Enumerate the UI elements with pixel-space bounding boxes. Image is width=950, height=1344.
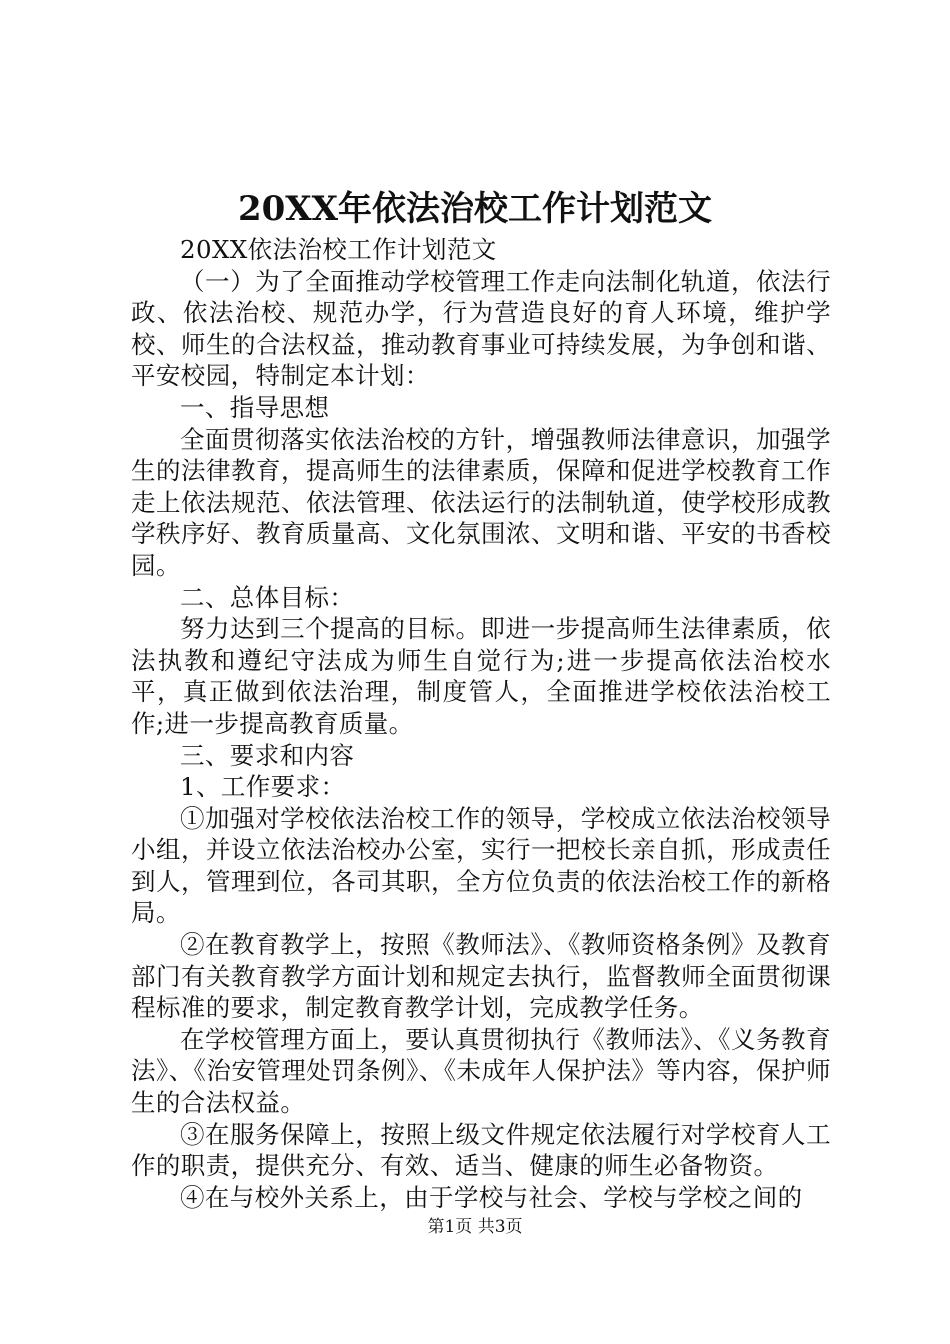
paragraph-subtitle: 20XX依法治校工作计划范文 (180, 235, 497, 264)
paragraph-overall-goal: 努力达到三个提高的目标。即进一步提高师生法律素质，依法执教和遵纪守法成为师生自觉行为;进一步提高依法治校水平，真正做到依法治理，制度管人，全面推进学校依法治校工作;进一步提高教育质量。 (131, 614, 831, 738)
page-footer: 第1页 共3页 (427, 1217, 523, 1237)
paragraph-item-1: ①加强对学校依法治校工作的领导，学校成立依法治校领导小组，并设立依法治校办公室，实行一把校长亲自抓，形成责任到人，管理到位，各司其职，全方位负责的依法治校工作的新格局。 (131, 803, 831, 928)
paragraph-guiding-thought: 全面贯彻落实依法治校的方针，增强教师法律意识，加强学生的法律教育，提高师生的法律素质，保障和促进学校教育工作走上依法规范、依法管理、依法运行的法制轨道，使学校形成教学秩序好、教育质量高、文化氛围浓、文明和谐、平安的书香校园。 (131, 424, 831, 580)
document-title: 20XX年依法治校工作计划范文 (237, 189, 713, 229)
heading-work-requirements: 1、工作要求： (180, 772, 346, 802)
heading-requirements: 三、要求和内容 (180, 740, 355, 770)
heading-guiding-thought: 一、指导思想 (180, 392, 330, 422)
paragraph-item-4: ④在与校外关系上，由于学校与社会、学校与学校之间的 (180, 1182, 803, 1212)
document-body (131, 234, 831, 1213)
paragraph-item-3: ③在服务保障上，按照上级文件规定依法履行对学校育人工作的职责，提供充分、有效、适当、健康的师生必备物资。 (131, 1119, 831, 1181)
paragraph-school-management: 在学校管理方面上，要认真贯彻执行《教师法》、《义务教育法》、《治安管理处罚条例》、《未成年人保护法》等内容，保护师生的合法权益。 (131, 1024, 831, 1118)
heading-overall-goal: 二、总体目标： (180, 582, 355, 612)
paragraph-intro: （一）为了全面推动学校管理工作走向法制化轨道，依法行政、依法治校、规范办学，行为营造良好的育人环境，维护学校、师生的合法权益，推动教育事业可持续发展，为争创和谐、平安校园，特制定本计划： (131, 266, 831, 391)
paragraph-item-2: ②在教育教学上，按照《教师法》、《教师资格条例》及教育部门有关教育教学方面计划和规定去执行，监督教师全面贯彻课程标准的要求，制定教育教学计划，完成教学任务。 (131, 930, 831, 1023)
